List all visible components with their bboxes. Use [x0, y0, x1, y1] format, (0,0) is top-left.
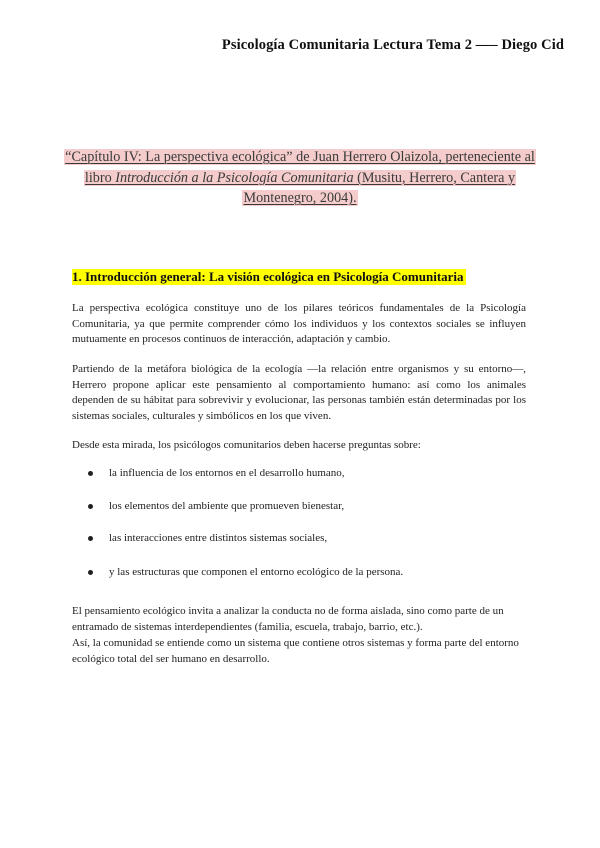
bullet-icon [88, 471, 93, 476]
bullet-icon [88, 536, 93, 541]
bullet-icon [88, 504, 93, 509]
citation-text [64, 149, 536, 206]
citation-part1: “Capítulo IV: La perspectiva ecológica” de Juan Herrero Olaizola, perteneciente al libro [65, 149, 535, 186]
document-header: Psicología Comunitaria Lectura Tema 2 —– Diego Cid [221, 37, 564, 53]
bullet-icon [88, 570, 93, 575]
list-item-text: la influencia de los entornos en el desarrollo humano, [109, 467, 345, 479]
list-item-text: los elementos del ambiente que promueven bienestar, [109, 500, 345, 512]
paragraph-ecological-thinking: El pensamiento ecológico invita a analizar la conducta no de forma aislada, sino como parte de un entramado de sistemas interdependientes (familia, escuela, trabajo, barrio, etc.). [72, 605, 504, 633]
paragraph-metaphor: Partiendo de la metáfora biológica de la ecología —la relación entre organismos y su entorno—, Herrero propone aplicar este pensamiento al comportamiento humano: así como los animales dependen de su hábitat para sobrevivir y evolucionar, las personas también están determinadas por los sistemas sociales, culturales y simbólicos en los que viven. [72, 363, 526, 423]
citation-book-title: Introducción a la Psicología Comunitaria [115, 169, 354, 186]
list-item-text: las interacciones entre distintos sistemas sociales, [109, 532, 328, 544]
citation-part2: (Musitu, Herrero, Cantera y Montenegro, 2004). [243, 169, 516, 206]
paragraph-questions: Desde esta mirada, los psicólogos comunitarios deben hacerse preguntas sobre: [72, 439, 421, 451]
paragraph-community-system: Así, la comunidad se entiende como un sistema que contiene otros sistemas y forma parte del entorno ecológico total del ser humano en desarrollo. [72, 637, 519, 665]
list-item-text: y las estructuras que componen el entorno ecológico de la persona. [109, 566, 404, 578]
paragraph-intro: La perspectiva ecológica constituye uno de los pilares teóricos fundamentales de la Psicología Comunitaria, ya que permite comprender cómo los individuos y los contextos sociales se influyen mutuamente en procesos continuos de interacción, adaptación y cambio. [72, 302, 526, 346]
chapter-citation [60, 147, 540, 209]
section-heading: 1. Introducción general: La visión ecológica en Psicología Comunitaria [72, 269, 464, 284]
